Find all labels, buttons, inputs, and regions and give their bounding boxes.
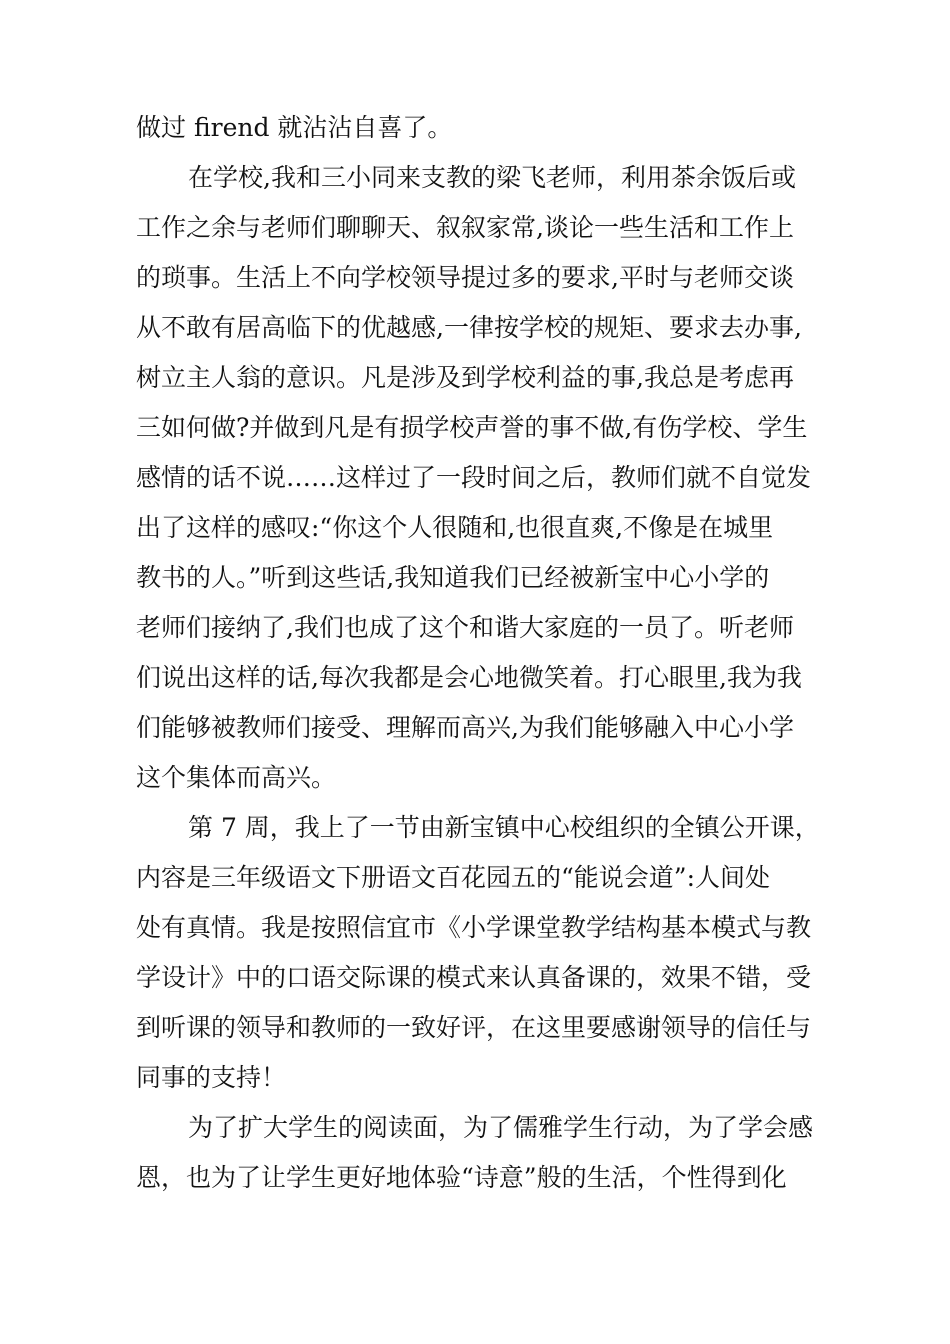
- document-body: [136, 103, 836, 1203]
- text-line: 在学校,我和三小同来支教的梁飞老师，利用茶余饭后或: [188, 163, 796, 192]
- text-line: 内容是三年级语文下册语文百花园五的“能说会道”:人间处: [136, 863, 770, 892]
- text-line: 到听课的领导和教师的一致好评，在这里要感谢领导的信任与: [136, 1013, 812, 1042]
- text-line: 工作之余与老师们聊聊天、叙叙家常,谈论一些生活和工作上: [136, 213, 794, 242]
- paragraph-1: [136, 103, 836, 153]
- text-line: 老师们接纳了,我们也成了这个和谐大家庭的一员了。听老师: [136, 613, 794, 642]
- text-line: 学设计》中的口语交际课的模式来认真备课的，效果不错，受: [136, 963, 812, 992]
- paragraph-4: [136, 1103, 836, 1203]
- text-line: 感情的话不说……这样过了一段时间之后，教师们就不自觉发: [136, 463, 812, 492]
- text-line: 从不敢有居高临下的优越感,一律按学校的规矩、要求去办事,: [136, 313, 802, 342]
- text-line: 树立主人翁的意识。凡是涉及到学校利益的事,我总是考虑再: [136, 363, 794, 392]
- text-line: 们说出这样的话,每次我都是会心地微笑着。打心眼里,我为我: [136, 663, 802, 692]
- text-line: 三如何做?并做到凡是有损学校声誉的事不做,有伤学校、学生: [136, 413, 808, 442]
- text-line: 做过 firend 就沾沾自喜了。: [136, 113, 453, 142]
- paragraph-3: [136, 803, 836, 1103]
- text-line: 的琐事。生活上不向学校领导提过多的要求,平时与老师交谈: [136, 263, 794, 292]
- text-line: 出了这样的感叹:“你这个人很随和,也很直爽,不像是在城里: [136, 513, 774, 542]
- text-line: 为了扩大学生的阅读面，为了儒雅学生行动，为了学会感: [188, 1113, 814, 1142]
- text-line: 第 7 周，我上了一节由新宝镇中心校组织的全镇公开课，: [188, 813, 820, 842]
- text-line: 教书的人。”听到这些话,我知道我们已经被新宝中心小学的: [136, 563, 770, 592]
- text-line: 这个集体而高兴。: [136, 763, 337, 792]
- text-line: 处有真情。我是按照信宜市《小学课堂教学结构基本模式与教: [136, 913, 812, 942]
- paragraph-2: [136, 153, 836, 803]
- text-line: 们能够被教师们接受、理解而高兴,为我们能够融入中心小学: [136, 713, 794, 742]
- text-line: 同事的支持！: [136, 1063, 287, 1092]
- text-line: 恩，也为了让学生更好地体验“诗意”般的生活，个性得到化: [136, 1163, 787, 1192]
